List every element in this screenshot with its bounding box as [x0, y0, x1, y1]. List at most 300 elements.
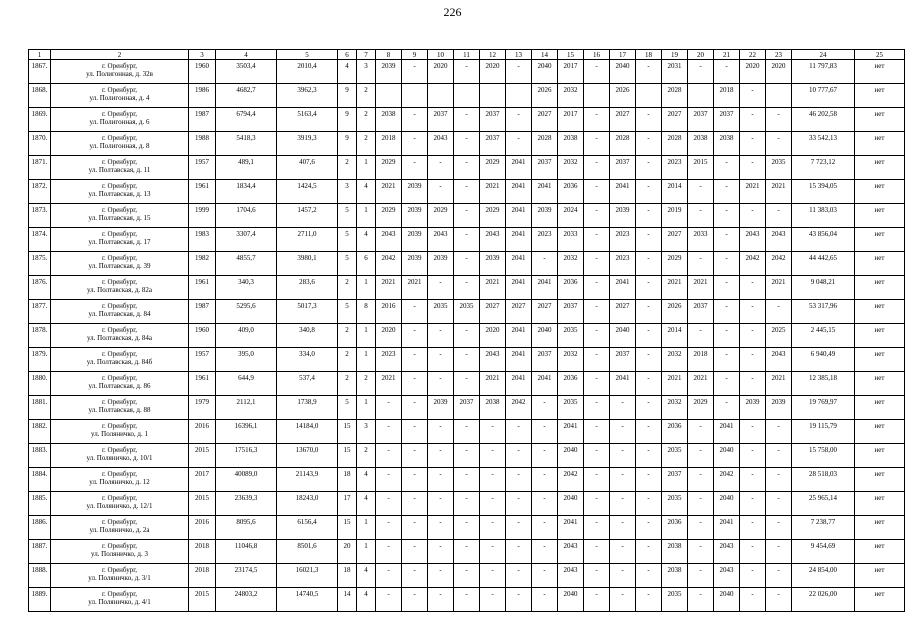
data-cell: 3 — [338, 180, 357, 204]
data-cell: - — [454, 132, 480, 156]
table-row — [29, 204, 905, 228]
data-cell: 2015 — [688, 156, 714, 180]
data-cell: - — [688, 564, 714, 588]
data-cell: 2023 — [376, 348, 402, 372]
data-cell: 2035 — [558, 324, 584, 348]
data-cell: 2014 — [662, 180, 688, 204]
flag-cell: нет — [855, 564, 905, 588]
data-cell: - — [584, 204, 610, 228]
data-cell: - — [688, 468, 714, 492]
data-cell: 2038 — [688, 132, 714, 156]
address-city: г. Оренбург, — [101, 86, 138, 94]
data-cell: 2027 — [532, 108, 558, 132]
data-cell: 14184,0 — [277, 420, 338, 444]
data-cell: 2032 — [558, 84, 584, 108]
data-cell: 40089,0 — [216, 468, 277, 492]
data-cell: - — [584, 588, 610, 612]
address-cell — [51, 228, 189, 252]
data-cell: 3307,4 — [216, 228, 277, 252]
data-cell: 2020 — [766, 60, 792, 84]
data-cell: 1 — [357, 516, 376, 540]
data-cell: - — [766, 108, 792, 132]
data-cell: 2036 — [558, 276, 584, 300]
address-cell — [51, 540, 189, 564]
data-cell: 2043 — [480, 348, 506, 372]
data-cell: 6794,4 — [216, 108, 277, 132]
data-cell: 1960 — [189, 60, 216, 84]
data-cell: - — [636, 396, 662, 420]
data-cell: 4682,7 — [216, 84, 277, 108]
address-cell — [51, 156, 189, 180]
cost-cell: 19 769,97 — [792, 396, 855, 420]
data-cell: 4 — [357, 180, 376, 204]
data-cell: - — [636, 444, 662, 468]
data-cell: - — [402, 420, 428, 444]
data-cell: 2017 — [189, 468, 216, 492]
data-cell: 2 — [338, 372, 357, 396]
data-cell: - — [584, 372, 610, 396]
data-cell: - — [532, 564, 558, 588]
data-cell: 2026 — [610, 84, 636, 108]
address-city: г. Оренбург, — [101, 542, 138, 550]
flag-cell: нет — [855, 324, 905, 348]
address-city: г. Оренбург, — [101, 446, 138, 454]
data-cell: 5 — [338, 228, 357, 252]
data-cell: 2020 — [480, 60, 506, 84]
data-cell: 2016 — [376, 300, 402, 324]
data-cell: 2027 — [532, 300, 558, 324]
data-cell: - — [454, 420, 480, 444]
data-cell: - — [636, 180, 662, 204]
address-cell — [51, 348, 189, 372]
data-cell: 2043 — [376, 228, 402, 252]
data-cell: 2041 — [558, 516, 584, 540]
data-cell: - — [506, 444, 532, 468]
address-street: ул. Полтавская, д. 13 — [88, 190, 151, 198]
data-cell: 2033 — [688, 228, 714, 252]
cost-cell: 10 777,67 — [792, 84, 855, 108]
address-street: ул. Поляничко, д. 3/1 — [88, 574, 151, 582]
data-cell: - — [610, 516, 636, 540]
data-cell: - — [584, 516, 610, 540]
row-number: 1888. — [29, 564, 51, 588]
data-cell: 2041 — [714, 516, 740, 540]
data-cell: - — [454, 156, 480, 180]
address-street: ул. Полигонная, д. 6 — [89, 118, 150, 126]
data-cell: 2037 — [610, 156, 636, 180]
data-cell: - — [402, 348, 428, 372]
data-cell: 537,4 — [277, 372, 338, 396]
data-cell: - — [636, 228, 662, 252]
data-cell: 334,0 — [277, 348, 338, 372]
data-cell: 2040 — [714, 588, 740, 612]
address-city: г. Оренбург, — [101, 62, 138, 70]
data-cell: 2031 — [662, 60, 688, 84]
data-cell: - — [610, 492, 636, 516]
data-cell: 1988 — [189, 132, 216, 156]
row-number: 1873. — [29, 204, 51, 228]
data-cell: - — [376, 444, 402, 468]
data-cell: 2038 — [558, 132, 584, 156]
data-cell: - — [454, 228, 480, 252]
data-cell: 1424,5 — [277, 180, 338, 204]
data-cell: 2037 — [532, 156, 558, 180]
data-cell: 5 — [338, 252, 357, 276]
data-cell: 4 — [357, 228, 376, 252]
data-cell: - — [688, 492, 714, 516]
data-cell: 3919,3 — [277, 132, 338, 156]
table-row — [29, 60, 905, 84]
data-cell: 2042 — [506, 396, 532, 420]
data-cell: - — [714, 228, 740, 252]
table-row — [29, 516, 905, 540]
row-number: 1886. — [29, 516, 51, 540]
data-cell: 5 — [338, 300, 357, 324]
address-street: ул. Полтавская, д. 84б — [86, 358, 153, 366]
table-row — [29, 468, 905, 492]
data-cell: - — [584, 156, 610, 180]
data-cell: 2023 — [610, 252, 636, 276]
data-cell: - — [506, 516, 532, 540]
data-cell: - — [740, 84, 766, 108]
data-cell: - — [636, 108, 662, 132]
data-cell: 2037 — [688, 300, 714, 324]
data-cell: 2036 — [662, 420, 688, 444]
column-number-cell: 3 — [189, 50, 216, 60]
row-number: 1877. — [29, 300, 51, 324]
address-cell — [51, 468, 189, 492]
data-cell: - — [740, 372, 766, 396]
data-cell: 2039 — [740, 396, 766, 420]
data-cell: 2015 — [189, 444, 216, 468]
data-cell: - — [766, 492, 792, 516]
data-cell: - — [740, 348, 766, 372]
table-row — [29, 252, 905, 276]
address-cell — [51, 300, 189, 324]
data-cell: 1738,9 — [277, 396, 338, 420]
data-cell: 2040 — [532, 60, 558, 84]
data-cell: - — [428, 492, 454, 516]
address-cell — [51, 396, 189, 420]
data-cell: 1 — [357, 276, 376, 300]
data-cell: 1987 — [189, 108, 216, 132]
table-row — [29, 84, 905, 108]
data-cell: - — [766, 540, 792, 564]
data-cell: - — [454, 564, 480, 588]
data-cell: - — [688, 588, 714, 612]
address-cell — [51, 516, 189, 540]
data-cell: - — [636, 132, 662, 156]
data-cell: 2016 — [189, 420, 216, 444]
data-cell: - — [766, 444, 792, 468]
data-cell: - — [402, 564, 428, 588]
data-cell: 2029 — [376, 204, 402, 228]
data-cell: 2043 — [714, 564, 740, 588]
table-row — [29, 156, 905, 180]
data-cell: 2020 — [428, 60, 454, 84]
data-cell: - — [506, 60, 532, 84]
data-cell: - — [714, 180, 740, 204]
data-cell: 2036 — [662, 516, 688, 540]
address-street: ул. Поляничко, д. 4/1 — [88, 598, 151, 606]
data-cell: - — [480, 540, 506, 564]
address-street: ул. Полигонная, д. 4 — [89, 94, 150, 102]
data-cell: - — [584, 60, 610, 84]
data-cell: 2 — [357, 372, 376, 396]
data-cell: 2029 — [480, 204, 506, 228]
table-row — [29, 108, 905, 132]
row-number: 1882. — [29, 420, 51, 444]
data-cell: 2039 — [428, 396, 454, 420]
data-cell: 2041 — [532, 276, 558, 300]
address-city: г. Оренбург, — [101, 278, 138, 286]
address-cell — [51, 252, 189, 276]
data-cell: - — [740, 444, 766, 468]
address-cell — [51, 420, 189, 444]
data-cell: 2015 — [189, 492, 216, 516]
column-number-row — [29, 50, 905, 60]
data-cell: 1986 — [189, 84, 216, 108]
data-cell: - — [688, 516, 714, 540]
data-cell: 2041 — [506, 252, 532, 276]
data-cell: 1704,6 — [216, 204, 277, 228]
data-cell: 2029 — [480, 156, 506, 180]
data-cell: 9 — [338, 132, 357, 156]
data-cell: 24803,2 — [216, 588, 277, 612]
data-cell: - — [532, 468, 558, 492]
data-cell: - — [376, 540, 402, 564]
data-cell: - — [532, 444, 558, 468]
column-number-cell: 17 — [610, 50, 636, 60]
data-cell: - — [636, 468, 662, 492]
row-number: 1870. — [29, 132, 51, 156]
data-cell: - — [636, 564, 662, 588]
row-number: 1887. — [29, 540, 51, 564]
data-cell: - — [636, 492, 662, 516]
data-cell: 2041 — [506, 204, 532, 228]
data-cell: 2029 — [688, 396, 714, 420]
data-cell: 2037 — [558, 300, 584, 324]
data-cell: 2021 — [688, 372, 714, 396]
data-cell: - — [740, 156, 766, 180]
table-row — [29, 588, 905, 612]
data-cell: - — [636, 516, 662, 540]
address-cell — [51, 492, 189, 516]
data-cell: 2026 — [662, 300, 688, 324]
data-cell: 8095,6 — [216, 516, 277, 540]
data-cell: - — [428, 324, 454, 348]
data-cell: - — [636, 324, 662, 348]
data-cell: 2021 — [688, 276, 714, 300]
row-number: 1868. — [29, 84, 51, 108]
data-cell: 2040 — [558, 588, 584, 612]
data-cell: - — [610, 564, 636, 588]
data-cell: - — [454, 348, 480, 372]
data-cell — [402, 84, 428, 108]
address-cell — [51, 84, 189, 108]
cost-cell: 11 797,83 — [792, 60, 855, 84]
data-cell: 2038 — [662, 540, 688, 564]
column-number-cell: 4 — [216, 50, 277, 60]
data-cell: 5 — [338, 204, 357, 228]
data-cell: 2021 — [480, 276, 506, 300]
data-cell: - — [428, 156, 454, 180]
data-cell: - — [428, 372, 454, 396]
data-cell: - — [454, 180, 480, 204]
data-cell: - — [636, 372, 662, 396]
data-cell: 2014 — [662, 324, 688, 348]
data-cell — [584, 84, 610, 108]
data-cell: 2021 — [662, 276, 688, 300]
table-row — [29, 540, 905, 564]
data-cell: - — [584, 180, 610, 204]
data-cell: - — [766, 300, 792, 324]
data-cell: - — [402, 108, 428, 132]
cost-cell: 19 115,79 — [792, 420, 855, 444]
data-cell: 20 — [338, 540, 357, 564]
data-cell: 2040 — [610, 60, 636, 84]
data-cell: - — [428, 444, 454, 468]
data-cell: 2040 — [714, 444, 740, 468]
address-city: г. Оренбург, — [101, 134, 138, 142]
data-cell: 2029 — [428, 204, 454, 228]
data-cell: 2029 — [376, 156, 402, 180]
row-number: 1869. — [29, 108, 51, 132]
data-cell: - — [610, 396, 636, 420]
data-cell: 489,1 — [216, 156, 277, 180]
address-cell — [51, 564, 189, 588]
cost-cell: 44 442,65 — [792, 252, 855, 276]
data-cell: 2041 — [506, 156, 532, 180]
address-cell — [51, 324, 189, 348]
data-cell: 2021 — [480, 180, 506, 204]
data-cell: - — [740, 492, 766, 516]
data-cell: 1961 — [189, 180, 216, 204]
data-cell: - — [506, 468, 532, 492]
data-cell: - — [636, 156, 662, 180]
address-city: г. Оренбург, — [101, 398, 138, 406]
data-cell: - — [584, 252, 610, 276]
data-cell — [480, 84, 506, 108]
data-cell: 2032 — [662, 396, 688, 420]
data-cell: 1457,2 — [277, 204, 338, 228]
data-cell: 3 — [357, 60, 376, 84]
data-cell: 5017,3 — [277, 300, 338, 324]
row-number: 1881. — [29, 396, 51, 420]
address-city: г. Оренбург, — [101, 230, 138, 238]
column-number-cell: 25 — [855, 50, 905, 60]
data-cell: - — [584, 324, 610, 348]
data-cell: - — [766, 468, 792, 492]
data-cell: 2043 — [558, 540, 584, 564]
address-city: г. Оренбург, — [101, 374, 138, 382]
data-cell: - — [714, 372, 740, 396]
flag-cell: нет — [855, 300, 905, 324]
data-cell: 23174,5 — [216, 564, 277, 588]
flag-cell: нет — [855, 204, 905, 228]
data-cell: - — [454, 540, 480, 564]
data-cell: - — [740, 300, 766, 324]
address-cell — [51, 276, 189, 300]
data-cell: 2043 — [740, 228, 766, 252]
data-cell: 2041 — [506, 348, 532, 372]
cost-cell: 15 394,05 — [792, 180, 855, 204]
data-cell: 2024 — [558, 204, 584, 228]
data-cell: - — [454, 372, 480, 396]
cost-cell: 33 542,13 — [792, 132, 855, 156]
data-cell: - — [532, 420, 558, 444]
data-cell: - — [376, 564, 402, 588]
address-street: ул. Поляничко, д. 12 — [89, 478, 150, 486]
data-cell: 2020 — [480, 324, 506, 348]
housing-registry-table — [28, 49, 905, 612]
data-cell: 2 — [357, 132, 376, 156]
address-street: ул. Полтавская, д. 84а — [86, 334, 153, 342]
data-cell: 13670,0 — [277, 444, 338, 468]
data-cell: - — [428, 516, 454, 540]
data-cell: - — [428, 468, 454, 492]
data-cell: - — [428, 180, 454, 204]
data-cell: - — [610, 468, 636, 492]
data-cell: 16021,3 — [277, 564, 338, 588]
data-cell: - — [428, 564, 454, 588]
column-number-cell: 24 — [792, 50, 855, 60]
data-cell: - — [688, 60, 714, 84]
data-cell: 2036 — [558, 372, 584, 396]
cost-cell: 9 454,69 — [792, 540, 855, 564]
data-cell: - — [714, 252, 740, 276]
data-cell: 2018 — [376, 132, 402, 156]
table-row — [29, 492, 905, 516]
data-cell: 1 — [357, 396, 376, 420]
data-cell: 2039 — [480, 252, 506, 276]
data-cell: - — [480, 516, 506, 540]
data-cell: 2038 — [480, 396, 506, 420]
address-street: ул. Поляничко, д. 10/1 — [86, 454, 153, 462]
data-cell: 1982 — [189, 252, 216, 276]
data-cell: - — [480, 564, 506, 588]
data-cell: 3962,3 — [277, 84, 338, 108]
data-cell: - — [766, 516, 792, 540]
cost-cell: 28 518,03 — [792, 468, 855, 492]
data-cell: 407,6 — [277, 156, 338, 180]
data-cell: - — [506, 492, 532, 516]
data-cell: 1987 — [189, 300, 216, 324]
data-cell: 4 — [357, 588, 376, 612]
data-cell: - — [532, 396, 558, 420]
data-cell: - — [584, 348, 610, 372]
data-cell: 2028 — [532, 132, 558, 156]
data-cell: - — [636, 252, 662, 276]
data-cell: - — [688, 252, 714, 276]
data-cell: 2041 — [506, 180, 532, 204]
data-cell: 2010,4 — [277, 60, 338, 84]
data-cell: 2028 — [662, 132, 688, 156]
data-cell: 340,8 — [277, 324, 338, 348]
data-cell: 2041 — [558, 420, 584, 444]
address-street: ул. Полтавская, д. 84 — [88, 310, 151, 318]
data-cell: 4 — [338, 60, 357, 84]
data-cell: 2037 — [714, 108, 740, 132]
data-cell: 2 — [338, 156, 357, 180]
column-number-cell: 7 — [357, 50, 376, 60]
address-cell — [51, 60, 189, 84]
flag-cell: нет — [855, 540, 905, 564]
column-number-cell: 8 — [376, 50, 402, 60]
data-cell: - — [480, 444, 506, 468]
data-cell: - — [532, 588, 558, 612]
data-cell: 2 — [357, 108, 376, 132]
